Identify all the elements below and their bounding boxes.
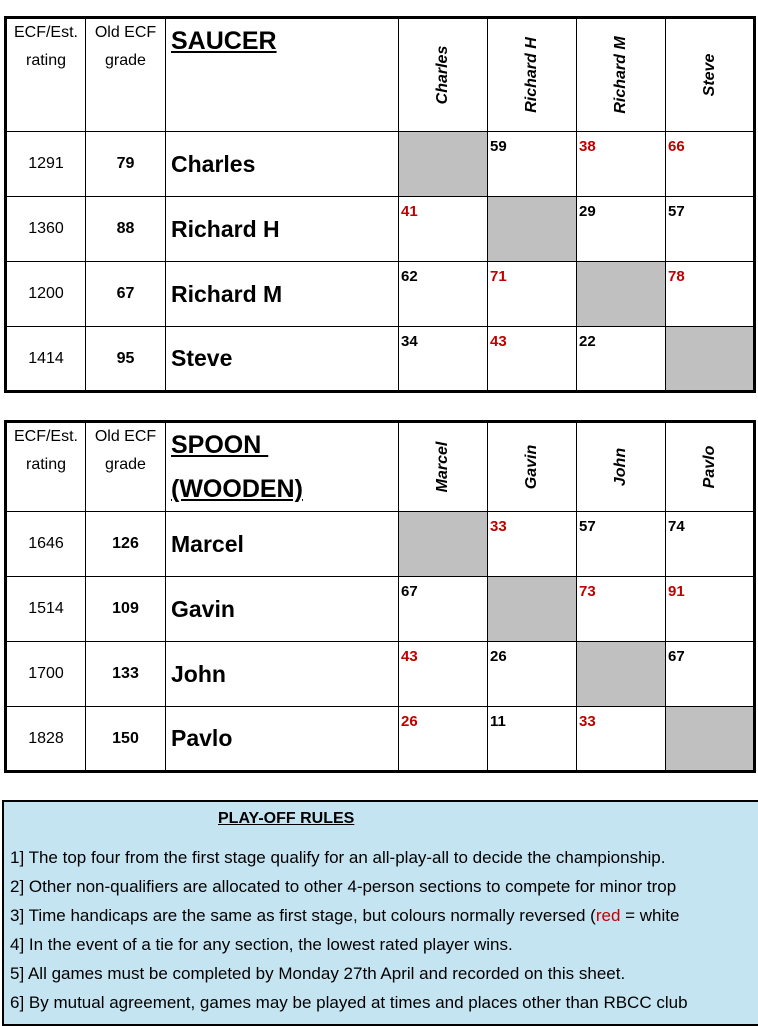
player-name: Gavin: [166, 577, 399, 642]
score-cell[interactable]: 73: [577, 577, 666, 642]
score-cell[interactable]: 67: [399, 577, 488, 642]
self-play-cell: [399, 512, 488, 577]
column-header-label: Pavlo: [700, 445, 718, 489]
rule-item-tail: = white: [620, 906, 680, 925]
column-header-label: Steve: [700, 53, 718, 97]
player-name: Charles: [166, 132, 399, 197]
rating-header-line1: ECF/Est.: [13, 24, 78, 41]
rating-cell: 1700: [6, 642, 86, 707]
rule-item: 1] The top four from the first stage qualify for an all-play-all to decide the championship.: [10, 848, 666, 867]
grade-cell: 126: [86, 512, 166, 577]
table-row: [6, 197, 755, 262]
playoff-rules-box: [2, 800, 758, 1026]
column-header-label: Gavin: [523, 444, 540, 490]
rating-cell: 1200: [6, 262, 86, 327]
score-cell[interactable]: 22: [577, 327, 666, 392]
player-name: Richard H: [166, 197, 399, 262]
self-play-cell: [666, 327, 755, 392]
column-header: [399, 422, 488, 512]
self-play-cell: [666, 707, 755, 772]
player-name: Richard M: [166, 262, 399, 327]
score-cell[interactable]: 71: [488, 262, 577, 327]
grade-header-line1: Old ECF: [94, 428, 157, 445]
grade-header-line2: grade: [105, 456, 146, 473]
self-play-cell: [488, 577, 577, 642]
rule-item: 5] All games must be completed by Monday 27th April and recorded on this sheet.: [10, 964, 626, 983]
column-header: [399, 18, 488, 132]
section-title-cell: [166, 18, 399, 132]
rating-cell: 1646: [6, 512, 86, 577]
grade-cell: 67: [86, 262, 166, 327]
grade-header-line1: Old ECF: [94, 24, 157, 41]
score-cell[interactable]: 57: [577, 512, 666, 577]
rating-header-line1: ECF/Est.: [13, 428, 78, 445]
grade-cell: 88: [86, 197, 166, 262]
saucer-table: [4, 16, 756, 393]
section-title: SAUCER: [171, 27, 277, 55]
score-cell[interactable]: 62: [399, 262, 488, 327]
score-cell[interactable]: 26: [488, 642, 577, 707]
grade-cell: 150: [86, 707, 166, 772]
rules-title: PLAY-OFF RULES: [218, 810, 355, 827]
section-title-cell: [166, 422, 399, 512]
rule-item: 4] In the event of a tie for any section, the lowest rated player wins.: [10, 935, 513, 954]
score-cell[interactable]: 33: [488, 512, 577, 577]
player-name: Pavlo: [166, 707, 399, 772]
table-row: [6, 132, 755, 197]
score-cell[interactable]: 43: [399, 642, 488, 707]
score-cell[interactable]: 59: [488, 132, 577, 197]
rule-item-text: 3] Time handicaps are the same as first stage, but colours normally reversed (: [10, 906, 596, 925]
grade-cell: 133: [86, 642, 166, 707]
score-cell[interactable]: 38: [577, 132, 666, 197]
grade-header: [86, 18, 166, 132]
column-header-label: John: [612, 447, 629, 487]
rating-header: [6, 18, 86, 132]
rating-cell: 1414: [6, 327, 86, 392]
player-name: Steve: [166, 327, 399, 392]
spoon-table: [4, 420, 756, 773]
grade-header: [86, 422, 166, 512]
score-cell[interactable]: 34: [399, 327, 488, 392]
grade-cell: 109: [86, 577, 166, 642]
rating-cell: 1828: [6, 707, 86, 772]
score-cell[interactable]: 66: [666, 132, 755, 197]
grade-header-line2: grade: [105, 52, 146, 69]
score-cell[interactable]: 74: [666, 512, 755, 577]
rating-header: [6, 422, 86, 512]
grade-cell: 79: [86, 132, 166, 197]
column-header-label: Charles: [434, 45, 451, 105]
score-cell[interactable]: 26: [399, 707, 488, 772]
section-title-line2: (WOODEN): [171, 475, 303, 503]
table-row: [6, 577, 755, 642]
score-cell[interactable]: 57: [666, 197, 755, 262]
column-header-label: Marcel: [434, 441, 451, 493]
self-play-cell: [488, 197, 577, 262]
score-cell[interactable]: 78: [666, 262, 755, 327]
score-cell[interactable]: 11: [488, 707, 577, 772]
rule-item-red-word: red: [595, 906, 621, 925]
column-header: [666, 422, 755, 512]
column-header: [666, 18, 755, 132]
player-name: Marcel: [166, 512, 399, 577]
score-cell[interactable]: 33: [577, 707, 666, 772]
score-cell[interactable]: 91: [666, 577, 755, 642]
self-play-cell: [577, 642, 666, 707]
section-title-line1: SPOON: [171, 431, 269, 459]
rule-item: 6] By mutual agreement, games may be played at times and places other than RBCC club: [10, 993, 688, 1012]
rating-cell: 1360: [6, 197, 86, 262]
table-row: [6, 707, 755, 772]
table-row: [6, 262, 755, 327]
table-row: [6, 327, 755, 392]
rating-cell: 1514: [6, 577, 86, 642]
column-header: [577, 422, 666, 512]
rating-header-line2: rating: [25, 52, 67, 69]
column-header: [577, 18, 666, 132]
rule-item: [10, 906, 679, 926]
rule-item: 2] Other non-qualifiers are allocated to other 4-person sections to compete for minor trop: [10, 877, 677, 896]
score-cell[interactable]: 43: [488, 327, 577, 392]
score-cell[interactable]: 29: [577, 197, 666, 262]
grade-cell: 95: [86, 327, 166, 392]
column-header-label: Richard H: [523, 37, 540, 113]
column-header: [488, 18, 577, 132]
rating-cell: 1291: [6, 132, 86, 197]
self-play-cell: [577, 262, 666, 327]
player-name: John: [166, 642, 399, 707]
table-row: [6, 512, 755, 577]
score-cell[interactable]: 67: [666, 642, 755, 707]
column-header-label: Richard M: [612, 36, 629, 114]
self-play-cell: [399, 132, 488, 197]
score-cell[interactable]: 41: [399, 197, 488, 262]
column-header: [488, 422, 577, 512]
rating-header-line2: rating: [25, 456, 67, 473]
table-row: [6, 642, 755, 707]
